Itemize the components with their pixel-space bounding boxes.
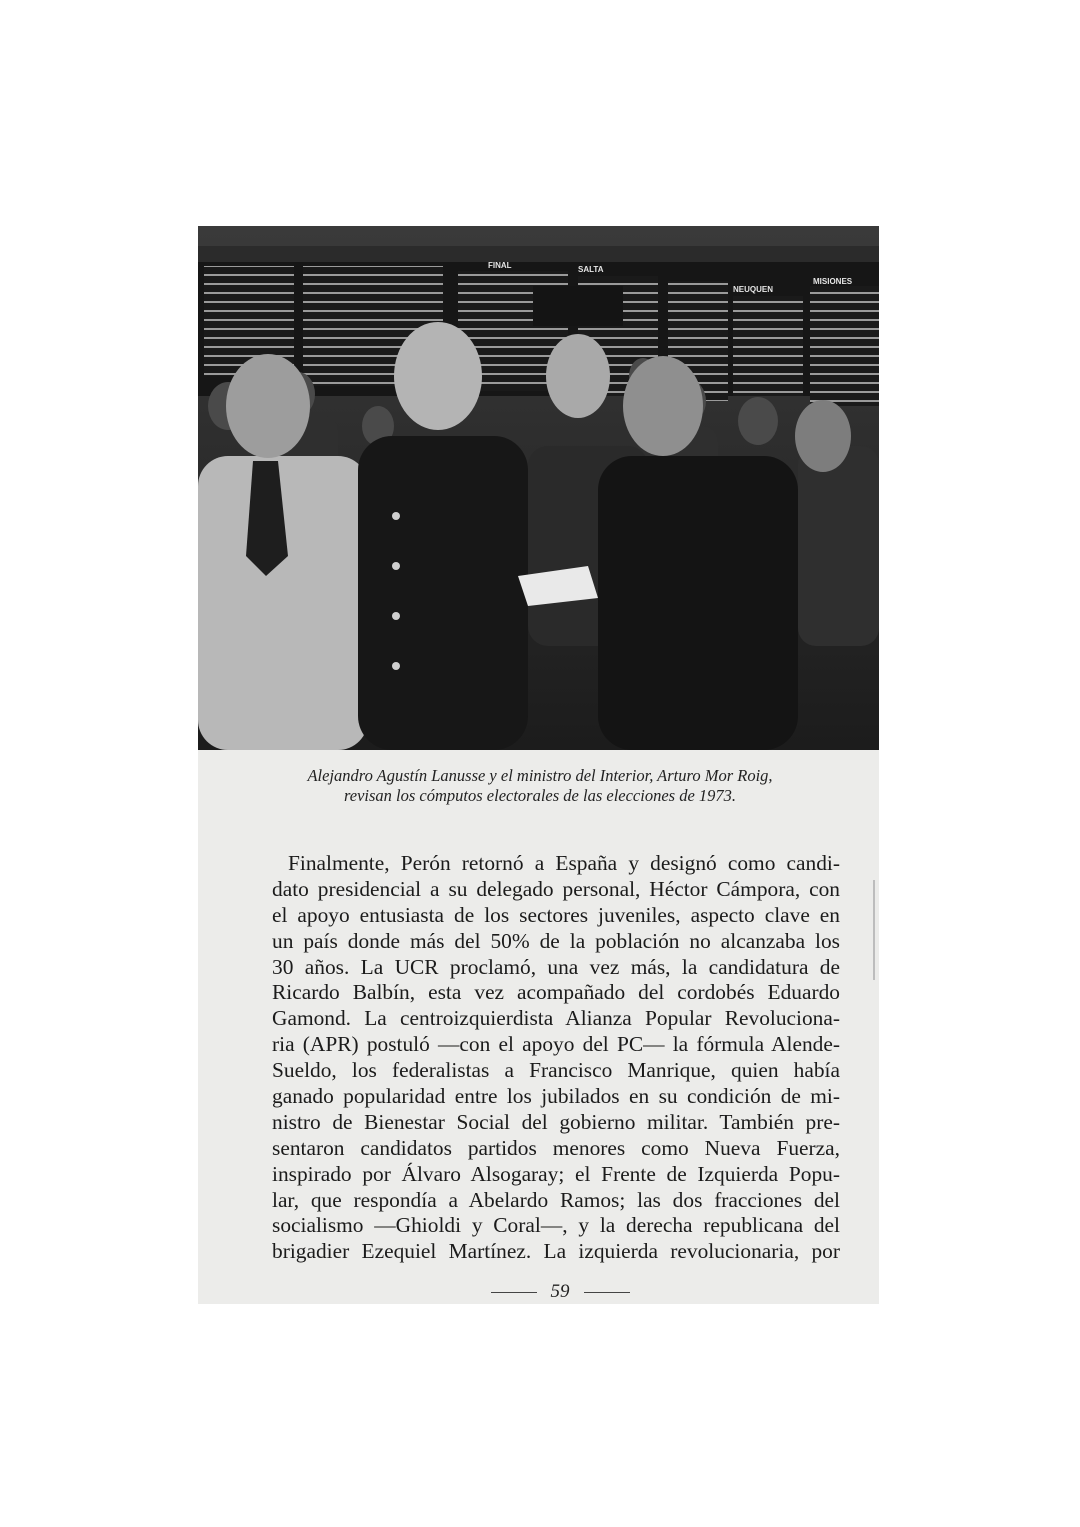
footer-rule-right	[584, 1292, 630, 1293]
board-label-misiones: MISIONES	[813, 277, 853, 286]
body-line: lar, que respondía a Abelardo Ramos; las dos fracciones del	[272, 1187, 840, 1212]
board-label-neuquen: NEUQUEN	[733, 285, 774, 294]
footer-rule-left	[491, 1292, 537, 1293]
page-footer	[480, 1280, 640, 1304]
body-line: el apoyo entusiasta de los sectores juveniles, aspecto clave en	[272, 902, 840, 927]
body-line: ganado popularidad entre los jubilados en su condición de mi-	[272, 1084, 840, 1109]
page-number: 59	[550, 1281, 570, 1302]
body-line: sentaron candidatos partidos menores como Nueva Fuerza,	[272, 1135, 840, 1160]
body-line: Sueldo, los federalistas a Francisco Manrique, quien había	[272, 1058, 840, 1083]
body-line: socialismo —Ghioldi y Coral—, y la derecha republicana del	[272, 1213, 840, 1238]
body-line: Ricardo Balbín, esta vez acompañado del cordobés Eduardo	[272, 980, 840, 1005]
body-line: inspirado por Álvaro Alsogaray; el Frente de Izquierda Popu-	[272, 1161, 840, 1186]
body-text	[272, 851, 840, 1265]
body-line: Gamond. La centroizquierdista Alianza Popular Revoluciona-	[272, 1006, 840, 1031]
body-line: brigadier Ezequiel Martínez. La izquierda revolucionaria, por	[272, 1239, 840, 1264]
body-line: Finalmente, Perón retornó a España y designó como candi-	[288, 851, 840, 875]
figure-caption	[250, 766, 830, 806]
body-line: un país donde más del 50% de la población no alcanzaba los	[272, 928, 840, 953]
photograph	[198, 226, 879, 750]
caption-line-1: Alejandro Agustín Lanusse y el ministro del Interior, Arturo Mor Roig,	[307, 766, 773, 785]
body-line: 30 años. La UCR proclamó, una vez más, la candidatura de	[272, 954, 840, 979]
body-line: nistro de Bienestar Social del gobierno militar. También pre-	[272, 1109, 840, 1134]
board-label-salta: SALTA	[578, 265, 604, 274]
body-line: dato presidencial a su delegado personal, Héctor Cámpora, con	[272, 876, 840, 901]
caption-line-2: revisan los cómputos electorales de las elecciones de 1973.	[343, 786, 737, 805]
board-label-final: FINAL	[488, 261, 512, 270]
page-edge-shadow	[873, 880, 875, 980]
body-line: ria (APR) postuló —con el apoyo del PC— la fórmula Alende-	[272, 1032, 840, 1057]
